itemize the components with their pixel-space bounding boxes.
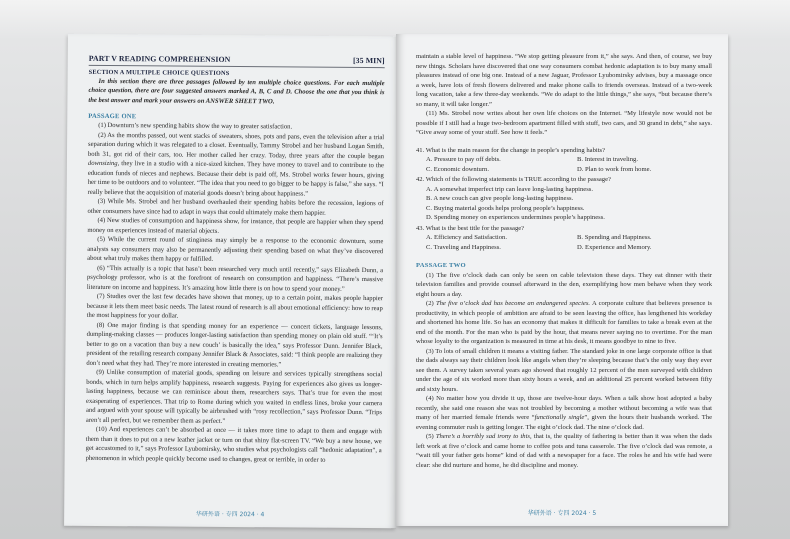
passage-one-paragraph-6: (6) “This actually is a topic that hasn’t been researched very much until recently,” says Elizabeth Dunn, a psychology professor, who is at the forefront of research on consumption and happiness. “There’s massive literature on income and happiness. It’s amazing how little there is on how to spend your money.” bbox=[86, 264, 384, 293]
italic-text: functionally single bbox=[534, 414, 585, 421]
passage-two-paragraph-1: (1) The five o’clock dads can only be seen on cable television these days. They eat dinner with their television families and provide counsel afterward in the den, exemplifying how men behave when they work eight hours a day. bbox=[416, 271, 712, 298]
option-a: A. Pressure to pay off debts. bbox=[426, 156, 501, 163]
italic-text: The five o’clock dad has become an endangered species. bbox=[435, 300, 591, 307]
paragraph-text: , they live in a studio with a nice-sized kitchen. They have money to travel and to contribute to the education funds of nieces and nephews. Because their debt is paid off, Ms. Strobel works fewer hours, giving her time to be outdoors and to volunteer. “The idea that you need to go bigger to be happy is false,” she says. “I really believe that the acquisition of material goods doesn’t bring about happiness.” bbox=[87, 160, 384, 198]
question-options bbox=[416, 185, 712, 223]
option-a: A. A somewhat imperfect trip can leave long-lasting happiness. bbox=[426, 185, 593, 193]
option-d: D. Plan to work from home. bbox=[577, 165, 652, 173]
question-stem: 42. Which of the following statements is TRUE according to the passage? bbox=[416, 176, 611, 183]
passage-two-paragraph-2 bbox=[416, 299, 712, 347]
option-c: C. Traveling and Happiness. bbox=[426, 243, 501, 251]
passage-one-body bbox=[86, 121, 385, 465]
option-b: B. Spending and Happiness. bbox=[577, 234, 652, 241]
passage-two-body bbox=[416, 271, 712, 471]
passage-two-paragraph-4 bbox=[416, 394, 712, 432]
passage-two-heading: PASSAGE TWO bbox=[416, 262, 466, 269]
question-stem: 41. What is the main reason for the change in people’s spending habits? bbox=[416, 146, 606, 154]
left-page bbox=[64, 34, 400, 529]
paragraph-text: (2) As the months passed, out went stacks of sweaters, shoes, pots and pans, even the television after a trial separation during which it was relegated to a closet. Eventually, Tammy Strobel and her husband Logan Smith, both 31, got rid of their cars, too. Her mother called her crazy. Today, three years after the couple began bbox=[87, 131, 385, 161]
question-43 bbox=[416, 224, 712, 253]
question-options bbox=[416, 233, 712, 252]
paragraph-text: (4) No matter how you divide it up, those are twelve-hour days. When a talk show host adopted a baby recently, she said one reason she was not troubled by becoming a mother without becoming a wife was that many of her married female friends were “ bbox=[416, 395, 712, 421]
option-c: C. Buying material goods helps prolong people’s happiness. bbox=[426, 204, 585, 212]
passage-one-continuation: maintain a stable level of happiness. “We stop getting pleasure from it,” she says. And then, of course, we buy new things. Scholars have discovered that one way consumers combat hedonic adaptation is to buy many small pleasures instead of one big one. Instead of a new Jaguar, Professor Lyubomirsky advises, buy a massage once a week, have lots of fresh flowers delivered and make phone calls to friends overseas. Instead of a two-week long vacation, take a few three-day weekends. “We do adapt to the little things,” she says, “but because there’s so many, it will take longer.” bbox=[416, 53, 712, 108]
paragraph-text: A corporate culture that believes presence is productivity, in which people of ambition are afraid to be seen leaving the office, has lengthened his workday and shortened his home life. So has an economy that makes it difficult for families to take a break even at the end of the month. For the man who is paid by the hour, that means never saying no to overtime. For the man whose loyalty to the organization is measured in time at his desk, it means goodbye to nine to five. bbox=[416, 300, 712, 345]
question-options bbox=[416, 155, 712, 174]
passage-one-heading: PASSAGE ONE bbox=[88, 112, 137, 121]
option-d: D. Experience and Memory. bbox=[577, 243, 652, 251]
question-42 bbox=[416, 175, 712, 223]
option-b: B. A new couch can give people long-lasting happiness. bbox=[426, 195, 574, 202]
passage-one-paragraph-10: (10) And experiences can’t be absorbed at once — it takes more time to adapt to them and engage with them than it does to put on a new leather jacket or turn on that shiny flat-screen TV. “We buy a new house, we get accustomed to it,” says Professor Lyubomirsky, who studies what psychologists call “hedonic adaptation”, a phenomenon in which people quickly become used to changes, great or terrible, in order to bbox=[85, 426, 382, 464]
passage-one-paragraph-5: (5) While the current round of stinginess may simply be a response to the economic downturn, some analysts say consumers may also be permanently adjusting their spending based on what they’ve discovered about what truly makes them happy or fulfilled. bbox=[87, 236, 384, 264]
section-title: SECTION A MULTIPLE CHOICE QUESTIONS bbox=[88, 68, 230, 77]
passage-one-paragraph-9: (9) Unlike consumption of material goods, spending on leisure and services typically strengthens social bonds, which in turn helps amplify happiness, research suggests. Paying for experiences also gives us longer-lasting happiness, because we can reminisce about them, researchers says. That’s true for even the most exasperating of experiences. That trip to Rome during which you waited in endless lines, broke your camera and argued with your spouse will typically be airbrushed with “rosy recollection,” says Professor Dunn. “Trips aren’t all perfect, but we remember them as perfect.” bbox=[85, 369, 383, 425]
option-b: B. Interest in traveling. bbox=[577, 156, 638, 163]
passage-one-paragraph-2 bbox=[88, 131, 385, 200]
instructions: In this section there are three passages followed by ten multiple choice questions. For each multiple choice question, there are four suggested answers marked A, B, C and D. Choose the one that you think is the best answer and mark your answers on ANSWER SHEET TWO. bbox=[88, 77, 385, 105]
page-footer-left: 华研外语 · 专四 2024 · 4 bbox=[195, 510, 265, 519]
italic-text: downsizing bbox=[87, 160, 118, 168]
passage-one-paragraph-4: (4) New studies of consumption and happiness show, for instance, that people are happier when they spend money on experiences instead of material objects. bbox=[87, 217, 384, 235]
passage-one-continued bbox=[416, 52, 712, 138]
paragraph-text: (5) bbox=[426, 433, 436, 440]
option-a: A. Efficiency and Satisfaction. bbox=[426, 234, 507, 241]
paragraph-text: ”, given the hours their husbands worked. The evening commuter rush is getting longer. The eight o’clock dad. The nine o’clock dad. bbox=[416, 414, 713, 431]
option-d: D. Spending money on experiences undermines people’s happiness. bbox=[426, 214, 605, 221]
passage-one-paragraph-8: (8) One major finding is that spending money for an experience — concert tickets, language lessons, dumpling-making classes — produces longer-lasting satisfaction than spending money on plain old stuff. “‘It’s better to go on a vacation than buy a new couch’ is basically the idea,” says Professor Dunn. Jennifer Black, president of the retailing research company Jennifer Black & Associates, said: “I think people are realizing they don’t need what they had. They’re more interested in creating memories.” bbox=[86, 321, 383, 369]
part-title-row bbox=[89, 54, 385, 68]
right-page bbox=[396, 34, 728, 526]
paragraph-text: (2) bbox=[426, 300, 436, 307]
passage-two-paragraph-5 bbox=[416, 432, 712, 470]
italic-text: There’s a horribly sad irony to this bbox=[435, 433, 530, 440]
page-footer-right: 华研外语 · 专四 2024 · 5 bbox=[527, 510, 597, 517]
part-title: PART V READING COMPREHENSION bbox=[88, 53, 231, 64]
passage-one-paragraph-1: (1) Downturn’s new spending habits show the way to greater satisfaction. bbox=[98, 122, 293, 131]
option-c: C. Economic downturn. bbox=[426, 165, 489, 173]
question-stem: 43. What is the best title for the passage? bbox=[416, 224, 525, 232]
question-41 bbox=[416, 146, 712, 175]
time-limit: [35 MIN] bbox=[352, 55, 385, 66]
paragraph-text: , that is, the quality of fathering is better than it was when the dads left work at five o’clock and came home to coffee pots and tuna casserole. The five o’clock dad was remote, a “wait till your father gets home” kind of dad with a newspaper for a face. The roles he and his wife had were clear: she did nurture and home, he did discipline and money. bbox=[416, 433, 712, 469]
passage-one-paragraph-11: (11) Ms. Strobel now writes about her own life choices on the Internet. “My lifestyle now would not be possible if I still had a huge two-bedroom apartment filled with stuff, two cars, and 30 grand in debt,” she says. “Give away some of your stuff. See how it feels.” bbox=[416, 110, 712, 136]
passage-two-paragraph-3: (3) To lots of small children it means a visiting father. The standard joke in one large corporate office is that the dads always say their children look like angels when they’re sleeping because that’s the only way they ever see them. A survey taken several years ago showed that roughly 12 percent of the men surveyed with children under the age of six worked more than sixty hours a week, and an additional 25 percent worked between fifty and sixty hours. bbox=[416, 347, 712, 393]
passage-one-paragraph-3: (3) While Ms. Strobel and her husband overhauled their spending habits before the recession, legions of other consumers have since had to adapt in ways that could ultimately make them happier. bbox=[87, 198, 384, 217]
passage-one-paragraph-7: (7) Studies over the last few decades have shown that money, up to a certain point, makes people happier because it lets them meet basic needs. The latest round of research is all about emotional efficiency: how to reap the most happiness for your dollar. bbox=[86, 293, 383, 320]
